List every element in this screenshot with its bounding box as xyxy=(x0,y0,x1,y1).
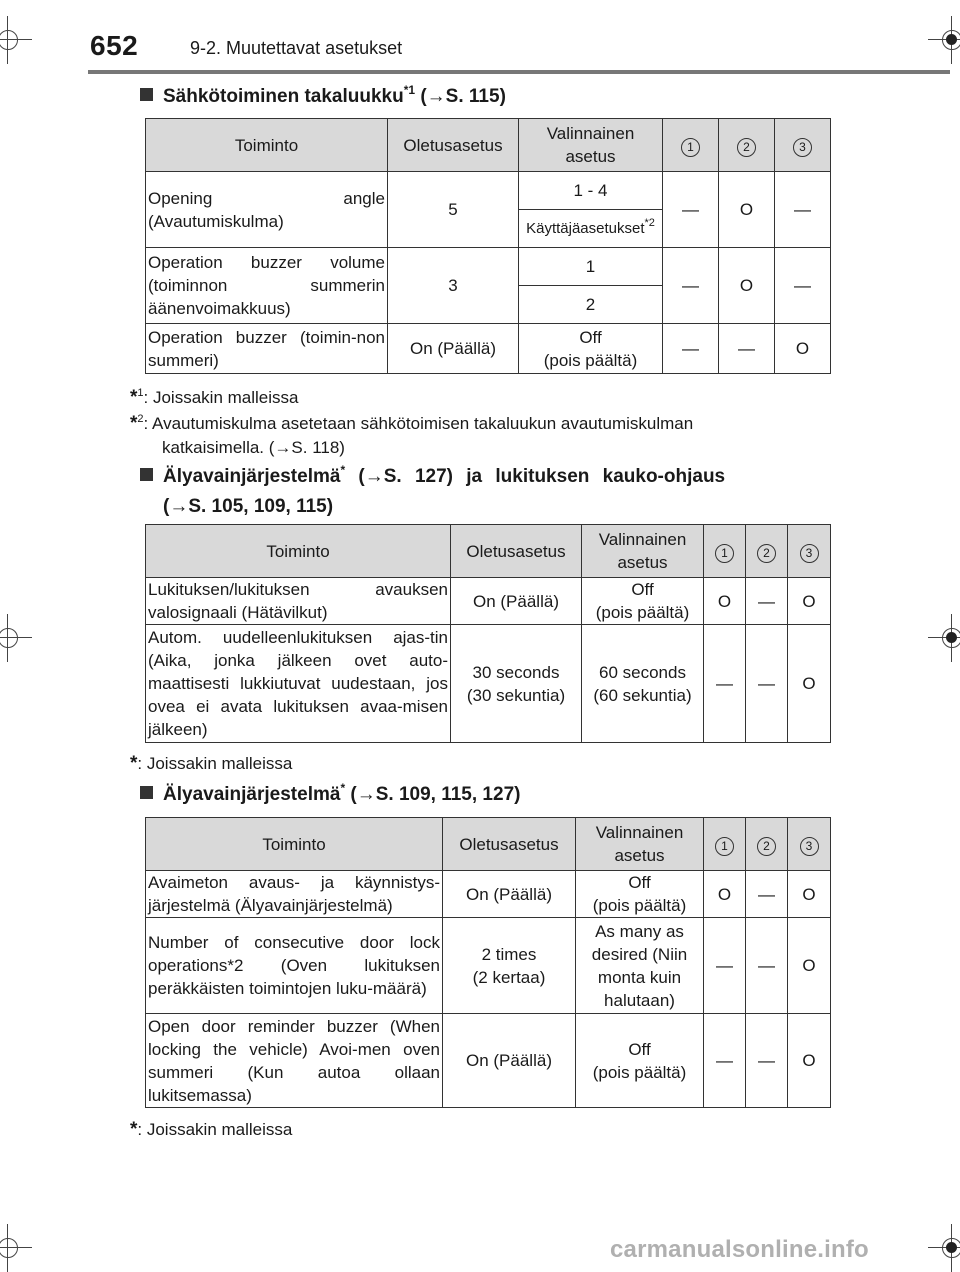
table-header-row xyxy=(146,119,831,172)
footnote: *$^1$: Joissakin malleissa xyxy=(130,387,299,408)
section-heading: Älyavainjärjestelmä* (→S. 109, 115, 127) xyxy=(140,780,520,810)
setting-cell: — xyxy=(746,578,788,625)
page-number: 652 xyxy=(90,30,139,61)
registration-mark xyxy=(938,1234,960,1262)
setting-cell: — xyxy=(775,172,831,248)
col-header-function: Toiminto xyxy=(146,119,388,172)
footnote: *: Joissakin malleissa xyxy=(130,1119,293,1140)
function-cell: Operation buzzer volume (toiminnon summerin äänenvoimakkuus) xyxy=(146,248,388,324)
table-row xyxy=(146,871,831,918)
setting-cell: O xyxy=(719,172,775,248)
default-cell: On (Päällä) xyxy=(443,871,576,918)
section-heading: Sähkötoiminen takaluukku$^{*1}$ (→S. 115) xyxy=(140,82,506,112)
circled-3-icon: 3 xyxy=(800,837,819,856)
option-cell: Off (pois päältä) xyxy=(576,871,704,918)
square-bullet-icon xyxy=(140,468,153,481)
default-cell: 2 times (2 kertaa) xyxy=(443,918,576,1014)
table-row xyxy=(146,1014,831,1108)
function-cell: Open door reminder buzzer (When locking the vehicle) Avoi-men oven summeri (Kun autoa ollaan lukitsemassa) xyxy=(146,1014,443,1108)
circled-1-icon: 1 xyxy=(715,544,734,563)
setting-cell: — xyxy=(746,625,788,743)
table-row xyxy=(146,918,831,1014)
setting-cell: O xyxy=(788,625,831,743)
setting-cell: — xyxy=(746,1014,788,1108)
default-cell: On (Päällä) xyxy=(451,578,582,625)
setting-cell: — xyxy=(746,871,788,918)
col-header-optional: Valinnainen asetus xyxy=(576,818,704,871)
setting-cell: — xyxy=(746,918,788,1014)
setting-cell: — xyxy=(704,1014,746,1108)
registration-mark xyxy=(0,1234,22,1262)
function-cell: Avaimeton avaus- ja käynnistys-järjestelmä (Älyavainjärjestelmä) xyxy=(146,871,443,918)
option-cell: Off (pois päältä) xyxy=(582,578,704,625)
option-cell: 1 xyxy=(519,248,663,286)
default-cell: 5 xyxy=(388,172,519,248)
col-header-function: Toiminto xyxy=(146,525,451,578)
col-header-default: Oletusasetus xyxy=(443,818,576,871)
setting-cell: O xyxy=(788,871,831,918)
settings-table xyxy=(145,524,831,743)
registration-mark xyxy=(938,624,960,652)
option-cell: 60 seconds (60 sekuntia) xyxy=(582,625,704,743)
function-cell: Number of consecutive door lock operations*2 (Oven lukituksen peräkkäisten toimintojen luku-määrä) xyxy=(146,918,443,1014)
function-cell: Operation buzzer (toimin-non summeri) xyxy=(146,324,388,374)
circled-3-icon: 3 xyxy=(793,138,812,157)
function-cell: Opening angle (Avautumiskulma) xyxy=(146,172,388,248)
circled-1-icon: 1 xyxy=(715,837,734,856)
setting-cell: — xyxy=(663,324,719,374)
registration-mark xyxy=(938,26,960,54)
setting-cell: — xyxy=(663,172,719,248)
option-cell: 2 xyxy=(519,286,663,324)
header-rule xyxy=(88,70,950,74)
col-header-optional: Valinnainen asetus xyxy=(582,525,704,578)
setting-cell: O xyxy=(775,324,831,374)
option-cell: Off (pois päältä) xyxy=(519,324,663,374)
table-row xyxy=(146,324,831,374)
circled-2-icon: 2 xyxy=(757,837,776,856)
setting-cell: O xyxy=(719,248,775,324)
table-header-row xyxy=(146,818,831,871)
setting-cell: — xyxy=(704,918,746,1014)
setting-cell: — xyxy=(704,625,746,743)
table-row xyxy=(146,172,831,210)
option-cell: Käyttäjäasetukset$^{*2}$ xyxy=(519,210,663,248)
col-header-default: Oletusasetus xyxy=(451,525,582,578)
circled-1-icon: 1 xyxy=(681,138,700,157)
settings-table xyxy=(145,817,831,1108)
registration-mark xyxy=(0,26,22,54)
option-cell: 1 - 4 xyxy=(519,172,663,210)
setting-cell: O xyxy=(788,578,831,625)
setting-cell: — xyxy=(663,248,719,324)
circled-2-icon: 2 xyxy=(757,544,776,563)
setting-cell: O xyxy=(788,1014,831,1108)
setting-cell: — xyxy=(775,248,831,324)
watermark-logo: carmanualsonline.info xyxy=(610,1236,869,1263)
registration-mark xyxy=(0,624,22,652)
section-heading: Älyavainjärjestelmä* (→S. 127) ja lukituksen kauko-ohjaus (→S. 105, 109, 115) xyxy=(140,462,830,522)
setting-cell: — xyxy=(719,324,775,374)
circled-3-icon: 3 xyxy=(800,544,819,563)
default-cell: On (Päällä) xyxy=(388,324,519,374)
col-header-optional: Valinnainen asetus xyxy=(519,119,663,172)
default-cell: 30 seconds (30 sekuntia) xyxy=(451,625,582,743)
setting-cell: O xyxy=(704,871,746,918)
default-cell: 3 xyxy=(388,248,519,324)
square-bullet-icon xyxy=(140,786,153,799)
settings-table xyxy=(145,118,831,374)
col-header-function: Toiminto xyxy=(146,818,443,871)
table-header-row xyxy=(146,525,831,578)
col-header-default: Oletusasetus xyxy=(388,119,519,172)
setting-cell: O xyxy=(788,918,831,1014)
option-cell: Off (pois päältä) xyxy=(576,1014,704,1108)
function-cell: Lukituksen/lukituksen avauksen valosignaali (Hätävilkut) xyxy=(146,578,451,625)
table-row xyxy=(146,248,831,286)
chapter-title: 9-2. Muutettavat asetukset xyxy=(190,38,403,58)
square-bullet-icon xyxy=(140,88,153,101)
default-cell: On (Päällä) xyxy=(443,1014,576,1108)
footnote: *: Joissakin malleissa xyxy=(130,753,293,774)
setting-cell: O xyxy=(704,578,746,625)
circled-2-icon: 2 xyxy=(737,138,756,157)
table-row xyxy=(146,578,831,625)
footnote: *$^2$: Avautumiskulma asetetaan sähkötoimisen takaluukun avautumiskulman katkaisimella. (→S. 118) xyxy=(130,413,694,457)
option-cell: As many as desired (Niin monta kuin halutaan) xyxy=(576,918,704,1014)
table-row xyxy=(146,625,831,743)
function-cell: Autom. uudelleenlukituksen ajas-tin (Aika, jonka jälkeen ovet auto-maattisesti lukkiutuvat uudestaan, jos ovea ei avata lukituksen avaa-misen jälkeen) xyxy=(146,625,451,743)
